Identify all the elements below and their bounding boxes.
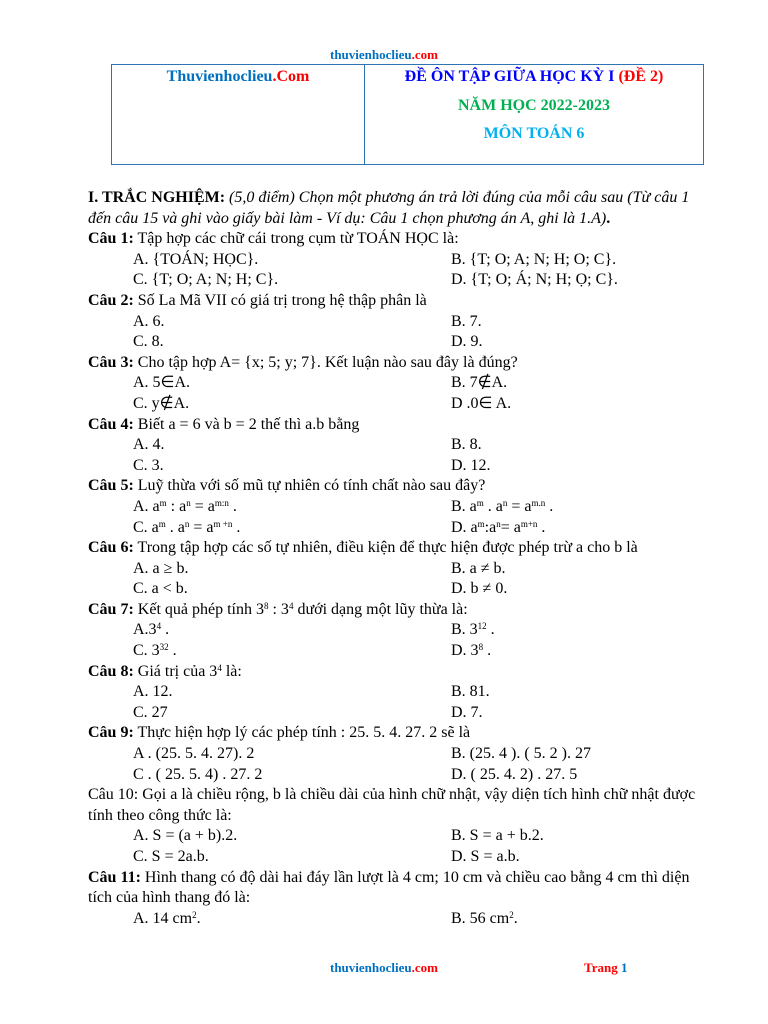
answer-option: D. $3^8$ . [451, 642, 492, 660]
question: Câu 6: Trong tập hợp các số tự nhiên, điều kiện để thực hiện được phép trừ a cho b là [88, 539, 638, 557]
answer-row [88, 394, 708, 415]
answer-row [88, 497, 708, 518]
answer-option: D. 7. [451, 703, 483, 721]
answer-option: $A.3^4$ . [133, 621, 170, 639]
answer-option: B. (25. 4 ). ( 5. 2 ). 27 [451, 745, 591, 763]
question: Câu 7: Kết quả phép tính $3^8$ : $3^4$ dưới dạng một lũy thừa là: [88, 600, 468, 618]
answer-option: B. $3^{12}$ . [451, 621, 495, 639]
answer-option: D. b ≠ 0. [451, 580, 508, 598]
title-cell [365, 65, 703, 164]
answer-row [88, 765, 708, 786]
answer-row [88, 682, 708, 703]
answer-row [88, 579, 708, 600]
brand-cell [112, 65, 365, 164]
answer-option: A. a ≥ b. [133, 559, 189, 577]
answer-option: B. 7. [451, 312, 482, 330]
page-number: Trang 1 [584, 960, 628, 975]
answer-option: B. 56 $cm^2$. [451, 909, 518, 927]
answer-row [88, 332, 708, 353]
answer-option: B. $a^m$ . $a^n = a^{m.n}$ . [451, 497, 554, 515]
subject: MÔN TOÁN 6 [483, 125, 585, 142]
header-table [111, 64, 704, 165]
question: Câu 10: Gọi a là chiều rộng, b là chiều dài của hình chữ nhật, vậy diện tích hình chữ nhật được tính theo công thức là: [88, 786, 696, 824]
answer-option: C. $a^m$ . $a^n = a^{m +n}$ . [133, 518, 241, 536]
answer-row [88, 620, 708, 641]
answer-row [88, 744, 708, 765]
answer-row [88, 250, 708, 271]
answer-option: B. 7∉A. [451, 374, 508, 392]
answer-row [88, 373, 708, 394]
answer-option: A. 14 $cm^2$. [133, 909, 201, 927]
answer-option: C. 3. [133, 456, 164, 474]
answer-option: B. a ≠ b. [451, 559, 506, 577]
exam-title: ĐỀ ÔN TẬP GIỮA HỌC KỲ I (ĐỀ 2) [404, 68, 664, 85]
answer-option: C. 27 [133, 703, 168, 721]
answer-option: D. S = a.b. [451, 848, 520, 865]
answer-option: C . ( 25. 5. 4) . 27. 2 [133, 765, 263, 783]
answer-option: B. 81. [451, 683, 490, 701]
question: Câu 5: Luỹ thừa với số mũ tự nhiên có tính chất nào sau đây? [88, 477, 486, 495]
question: Câu 4: Biết a = 6 và b = 2 thế thì a.b bằng [88, 415, 360, 433]
answer-option: C. $3^{32}$ . [133, 642, 177, 660]
answer-option: A. S = (a + b).2. [133, 827, 238, 845]
answer-row [88, 456, 708, 477]
exam-content [88, 188, 708, 929]
section-intro: I. TRẮC NGHIỆM: (5,0 điểm) Chọn một phương án trả lời đúng của mỗi câu sau (Từ câu 1 đến câu 15 và ghi vào giấy bài làm - Ví dụ: Câu 1 chọn phương án A, ghi là 1.A). [88, 189, 690, 227]
answer-option: D .0∈ A. [451, 394, 512, 412]
answer-option: D. 9. [451, 333, 483, 351]
answer-option: A. $a^m$ : $a^n = a^{m:n}$ . [133, 497, 237, 515]
answer-row [88, 518, 708, 539]
brand-name: Thuvienhoclieu [166, 68, 273, 85]
brand-ext: .Com [272, 68, 310, 85]
question: Câu 1: Tập hợp các chữ cái trong cụm từ TOÁN HỌC là: [88, 230, 459, 248]
answer-row [88, 703, 708, 724]
answer-option: C. 8. [133, 333, 164, 351]
answer-option: A. 5∈A. [133, 374, 191, 392]
answer-option: D. 12. [451, 456, 491, 474]
answer-option: B. S = a + b.2. [451, 827, 544, 845]
answer-row [88, 312, 708, 333]
school-year: NĂM HỌC 2022-2023 [458, 97, 610, 114]
answer-option: A. 4. [133, 436, 165, 454]
answer-option: A. {TOÁN; HỌC}. [133, 250, 259, 268]
question: Câu 8: Giá trị của $3^4$ là: [88, 662, 242, 680]
answer-option: A. 12. [133, 683, 173, 701]
question: Câu 11: Hình thang có độ dài hai đáy lần lượt là 4 cm; 10 cm và chiều cao bằng 4 cm thì diện tích của hình thang đó là: [88, 868, 690, 907]
answer-row [88, 641, 708, 662]
answer-option: C. {T; O; A; N; H; C}. [133, 271, 279, 289]
answer-row [88, 270, 708, 291]
answer-row [88, 559, 708, 580]
answer-option: D. ( 25. 4. 2) . 27. 5 [451, 765, 578, 783]
footer-site-name: thuvienhoclieu.com [330, 960, 438, 975]
answer-option: D. {T; O; Á; N; H; Ọ; C}. [451, 271, 618, 289]
header-site-name: thuvienhoclieu.com [330, 47, 438, 62]
answer-option: A . (25. 5. 4. 27). 2 [133, 745, 255, 763]
answer-option: C. a < b. [133, 580, 188, 598]
question: Câu 9: Thực hiện hợp lý các phép tính : 25. 5. 4. 27. 2 sẽ là [88, 724, 471, 742]
answer-option: C. y∉A. [133, 394, 190, 412]
answer-option: D. $a^m:a^n= a^{m+n}$ . [451, 518, 546, 536]
answer-row [88, 909, 708, 930]
answer-option: B. 8. [451, 436, 482, 454]
answer-option: A. 6. [133, 312, 165, 330]
answer-option: B. {T; O; A; N; H; O; C}. [451, 250, 617, 268]
question: Câu 2: Số La Mã VII có giá trị trong hệ thập phân là [88, 291, 427, 309]
answer-row [88, 847, 708, 868]
answer-option: C. S = 2a.b. [133, 848, 209, 865]
question: Câu 3: Cho tập hợp A= {x; 5; y; 7}. Kết luận nào sau đây là đúng? [88, 353, 518, 371]
answer-row [88, 826, 708, 847]
answer-row [88, 435, 708, 456]
